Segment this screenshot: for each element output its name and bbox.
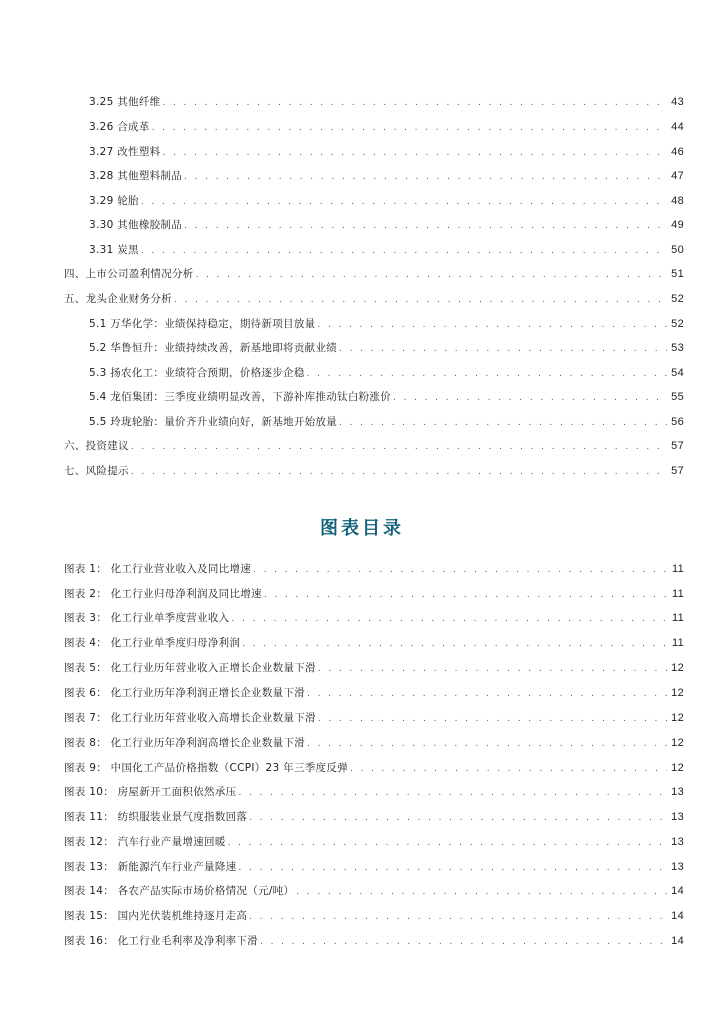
figure-page-number: 13 [671, 861, 684, 873]
toc-label: 五、龙头企业财务分析 [64, 293, 172, 305]
figure-row[interactable] [64, 735, 684, 751]
figure-row[interactable] [64, 610, 684, 626]
figure-page-number: 12 [671, 712, 684, 724]
figure-label: 图表 8： 化工行业历年净利润高增长企业数量下滑 [64, 737, 306, 749]
toc-label: 3.25 其他纤维 [89, 96, 161, 108]
dot-leader [339, 344, 667, 354]
dot-leader [131, 442, 667, 452]
toc-page-number: 57 [671, 440, 684, 452]
toc-row[interactable] [89, 168, 684, 184]
figure-page-number: 14 [671, 935, 684, 947]
toc-row[interactable] [64, 266, 684, 282]
figure-label: 图表 3： 化工行业单季度营业收入 [64, 612, 230, 624]
toc-label: 5.3 扬农化工：业绩符合预期，价格逐步企稳 [89, 367, 305, 379]
figure-page-number: 12 [671, 737, 684, 749]
toc-label: 七、风险提示 [64, 465, 129, 477]
toc-row[interactable] [64, 438, 684, 454]
toc-row[interactable] [89, 414, 684, 430]
toc-page-number: 53 [671, 342, 684, 354]
dot-leader [249, 813, 667, 823]
dot-leader [141, 197, 667, 207]
toc-row[interactable] [89, 144, 684, 160]
figure-page-number: 13 [671, 836, 684, 848]
dot-leader [307, 739, 667, 749]
dot-leader [249, 912, 667, 922]
dot-leader [318, 714, 667, 724]
toc-label: 3.26 合成革 [89, 121, 150, 133]
figure-row[interactable] [64, 933, 684, 949]
figure-page-number: 11 [671, 588, 684, 600]
figure-page-number: 11 [671, 612, 684, 624]
figure-row[interactable] [64, 883, 684, 899]
figure-row[interactable] [64, 660, 684, 676]
toc-row[interactable] [89, 365, 684, 381]
dot-leader [307, 689, 667, 699]
dot-leader [253, 565, 668, 575]
figure-row[interactable] [64, 784, 684, 800]
figure-row[interactable] [64, 859, 684, 875]
toc-label: 四、上市公司盈利情况分析 [64, 268, 194, 280]
toc-page-number: 51 [671, 268, 684, 280]
figure-label: 图表 14： 各农产品实际市场价格情况（元/吨） [64, 885, 295, 897]
toc-page-number: 47 [671, 170, 684, 182]
toc-row[interactable] [64, 291, 684, 307]
toc-page-number: 44 [671, 121, 684, 133]
dot-leader [393, 393, 667, 403]
toc-page-number: 49 [671, 219, 684, 231]
figures-list-title: 图表目录 [320, 518, 404, 539]
figure-label: 图表 9： 中国化工产品价格指数（CCPI）23 年三季度反弹 [64, 762, 348, 774]
dot-leader [318, 664, 667, 674]
toc-row[interactable] [89, 340, 684, 356]
dot-leader [231, 614, 668, 624]
figure-row[interactable] [64, 685, 684, 701]
figure-label: 图表 2： 化工行业归母净利润及同比增速 [64, 588, 262, 600]
figure-label: 图表 16： 化工行业毛利率及净利率下滑 [64, 935, 259, 947]
figure-label: 图表 12： 汽车行业产量增速回暖 [64, 836, 226, 848]
toc-page-number: 56 [671, 416, 684, 428]
toc-label: 5.2 华鲁恒升：业绩持续改善，新基地即将贡献业绩 [89, 342, 338, 354]
toc-label: 3.29 轮胎 [89, 195, 139, 207]
dot-leader [184, 221, 667, 231]
toc-page-number: 43 [671, 96, 684, 108]
toc-label: 六、投资建议 [64, 440, 129, 452]
figure-row[interactable] [64, 760, 684, 776]
toc-label: 3.28 其他塑料制品 [89, 170, 183, 182]
figure-label: 图表 7： 化工行业历年营业收入高增长企业数量下滑 [64, 712, 316, 724]
figure-row[interactable] [64, 809, 684, 825]
toc-row[interactable] [89, 316, 684, 332]
dot-leader [238, 863, 667, 873]
figure-label: 图表 1： 化工行业营业收入及同比增速 [64, 563, 252, 575]
toc-page-number: 52 [671, 293, 684, 305]
toc-label: 5.1 万华化学：业绩保持稳定，期待新项目放量 [89, 318, 316, 330]
dot-leader [296, 887, 667, 897]
figure-page-number: 13 [671, 811, 684, 823]
figure-row[interactable] [64, 908, 684, 924]
figure-label: 图表 15： 国内光伏装机维持逐月走高 [64, 910, 248, 922]
figure-row[interactable] [64, 561, 684, 577]
figure-page-number: 12 [671, 762, 684, 774]
figure-label: 图表 10： 房屋新开工面积依然承压 [64, 786, 237, 798]
dot-leader [307, 369, 668, 379]
toc-page-number: 50 [671, 244, 684, 256]
dot-leader [184, 172, 667, 182]
toc-page-number: 52 [671, 318, 684, 330]
toc-row[interactable] [89, 217, 684, 233]
figure-page-number: 11 [671, 563, 684, 575]
toc-label: 5.5 玲珑轮胎：量价齐升业绩向好，新基地开始放量 [89, 416, 338, 428]
dot-leader [238, 788, 667, 798]
toc-label: 3.31 炭黑 [89, 244, 139, 256]
toc-label: 5.4 龙佰集团：三季度业绩明显改善，下游补库推动钛白粉涨价 [89, 391, 392, 403]
dot-leader [131, 467, 667, 477]
toc-row[interactable] [89, 193, 684, 209]
dot-leader [228, 838, 668, 848]
dot-leader [141, 246, 667, 256]
dot-leader [162, 148, 667, 158]
figure-label: 图表 13： 新能源汽车行业产量降速 [64, 861, 237, 873]
toc-page-number: 54 [671, 367, 684, 379]
figure-row[interactable] [64, 710, 684, 726]
dot-leader [260, 937, 667, 947]
figure-label: 图表 6： 化工行业历年净利润正增长企业数量下滑 [64, 687, 306, 699]
figure-label: 图表 4： 化工行业单季度归母净利润 [64, 637, 241, 649]
toc-label: 3.30 其他橡胶制品 [89, 219, 183, 231]
toc-label: 3.27 改性塑料 [89, 146, 161, 158]
figure-page-number: 14 [671, 910, 684, 922]
figure-row[interactable] [64, 834, 684, 850]
figure-row[interactable] [64, 586, 684, 602]
dot-leader [339, 418, 667, 428]
figure-row[interactable] [64, 635, 684, 651]
figure-page-number: 13 [671, 786, 684, 798]
toc-row[interactable] [89, 242, 684, 258]
dot-leader [242, 639, 668, 649]
dot-leader [174, 295, 667, 305]
dot-leader [196, 270, 668, 280]
figure-page-number: 12 [671, 687, 684, 699]
figure-page-number: 14 [671, 885, 684, 897]
toc-page-number: 46 [671, 146, 684, 158]
toc-page-number: 55 [671, 391, 684, 403]
toc-row[interactable] [64, 463, 684, 479]
dot-leader [162, 98, 667, 108]
dot-leader [350, 764, 667, 774]
figure-label: 图表 11： 纺织服装业景气度指数回落 [64, 811, 248, 823]
figure-page-number: 11 [671, 637, 684, 649]
toc-page-number: 57 [671, 465, 684, 477]
dot-leader [152, 123, 668, 133]
dot-leader [264, 590, 668, 600]
toc-row[interactable] [89, 389, 684, 405]
dot-leader [317, 320, 667, 330]
toc-page-number: 48 [671, 195, 684, 207]
figure-page-number: 12 [671, 662, 684, 674]
toc-row[interactable] [89, 94, 684, 110]
figure-label: 图表 5： 化工行业历年营业收入正增长企业数量下滑 [64, 662, 316, 674]
toc-row[interactable] [89, 119, 684, 135]
